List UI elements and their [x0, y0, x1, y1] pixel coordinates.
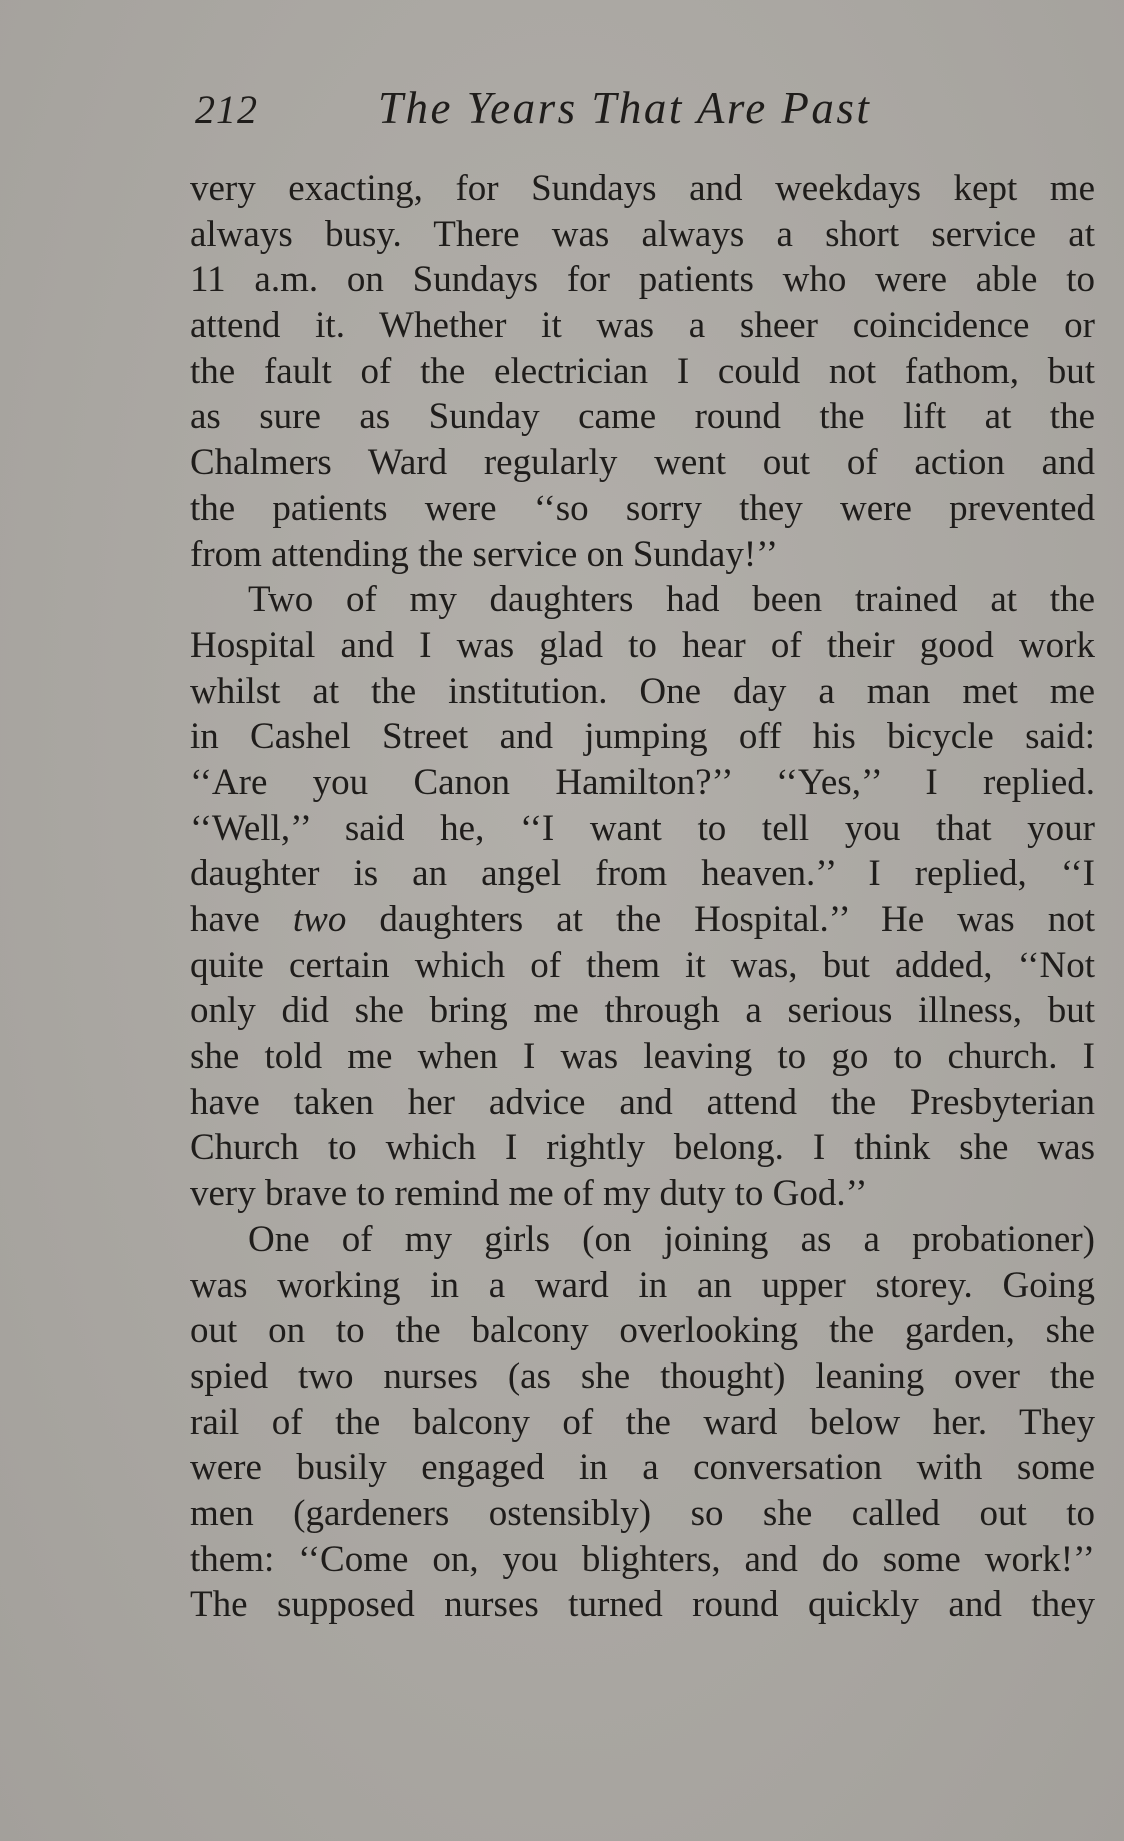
text-line: as sure as Sunday came round the lift at the: [190, 396, 1095, 438]
text-line: men (gardeners ostensibly) so she called out to: [190, 1492, 1095, 1534]
running-title: The Years That Are Past: [378, 83, 872, 133]
text-line: ‘‘Well,’’ said he, ‘‘I want to tell you that your: [190, 807, 1095, 849]
text-line: Two of my daughters had been trained at the: [248, 579, 1095, 621]
text-line: One of my girls (on joining as a probationer): [248, 1218, 1095, 1260]
text-line: attend it. Whether it was a sheer coincidence or: [190, 305, 1095, 347]
text-line: the patients were ‘‘so sorry they were prevented: [190, 487, 1095, 529]
text-line: Chalmers Ward regularly went out of action and: [190, 442, 1095, 484]
text-line: very brave to remind me of my duty to God.’’: [190, 1173, 868, 1215]
text-line: Church to which I rightly belong. I think she was: [190, 1127, 1095, 1169]
body-text: [190, 166, 1095, 1628]
text-line: in Cashel Street and jumping off his bicycle said:: [190, 716, 1095, 758]
text-line: always busy. There was always a short service at: [190, 213, 1095, 255]
text-line: them: ‘‘Come on, you blighters, and do some work!’’: [190, 1538, 1095, 1580]
text-line: she told me when I was leaving to go to church. I: [190, 1036, 1095, 1078]
text-line: out on to the balcony overlooking the garden, she: [190, 1310, 1095, 1352]
text-line: from attending the service on Sunday!’’: [190, 533, 779, 575]
text-line: whilst at the institution. One day a man met me: [190, 670, 1095, 712]
text-line: the fault of the electrician I could not fathom, but: [190, 350, 1095, 392]
text-line: very exacting, for Sundays and weekdays kept me: [190, 168, 1095, 209]
text-line: have taken her advice and attend the Presbyterian: [190, 1081, 1095, 1123]
text-line: Hospital and I was glad to hear of their good work: [190, 624, 1095, 666]
text-line: ‘‘Are you Canon Hamilton?’’ ‘‘Yes,’’ I replied.: [190, 761, 1095, 803]
paragraph-first-line: [190, 577, 1095, 623]
text-line: have two daughters at the Hospital.’’ He was not: [190, 899, 1095, 940]
emphasized-word: two: [292, 899, 347, 940]
text-line: only did she bring me through a serious illness, but: [190, 990, 1095, 1032]
running-header: [192, 82, 1092, 142]
text-line: 11 a.m. on Sundays for patients who were able to: [190, 259, 1095, 301]
text-line: rail of the balcony of the ward below her. They: [190, 1401, 1095, 1443]
text-line: The supposed nurses turned round quickly and they: [190, 1584, 1095, 1626]
text-line: quite certain which of them it was, but added, ‘‘Not: [190, 944, 1095, 986]
text-line: daughter is an angel from heaven.’’ I replied, ‘‘I: [190, 853, 1095, 895]
text-line: were busily engaged in a conversation with some: [190, 1447, 1095, 1489]
page-number: 212: [195, 87, 258, 132]
text-line: spied two nurses (as she thought) leaning over the: [190, 1355, 1095, 1397]
paragraph-first-line: [190, 1217, 1095, 1263]
text-line: was working in a ward in an upper storey. Going: [190, 1264, 1095, 1306]
